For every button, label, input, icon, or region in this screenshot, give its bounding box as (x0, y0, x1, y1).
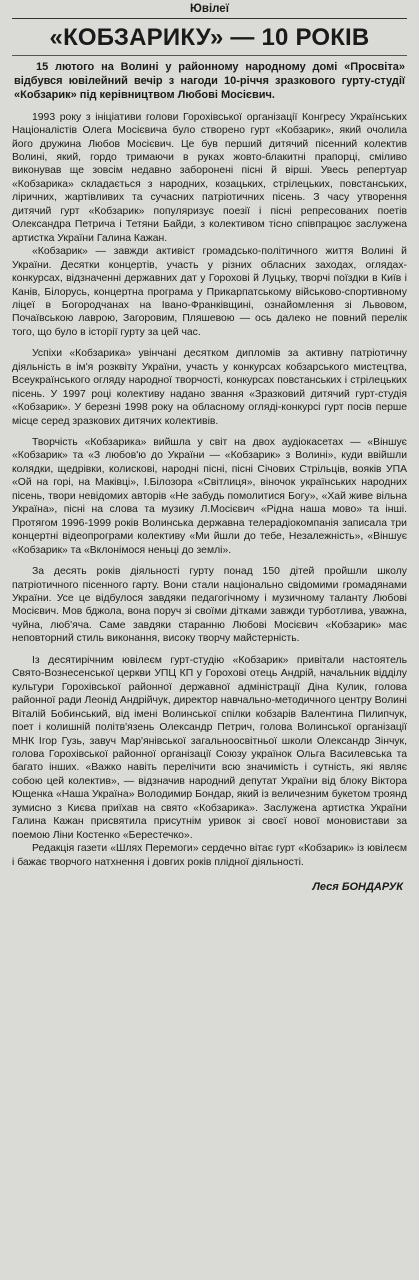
article-paragraph-5: За десять років діяльності гурту понад 150 дітей пройшли школу патріотичного пісенного гарту. Вони стали національно свідомими громадянами України. Усе це відбулося завдяки педагогічному і музичному таланту Любові Мосієвич. Мов бджола, вона поруч зі своїми дітками завжди турботлива, уважна, чуйна, люб'яча. Саме завдяки старанню Любові Мосієвич «Кобзарик» має неповторний стиль виконання, високу творчу майстерність. (12, 566, 407, 645)
article-paragraph-2: «Кобзарик» — завжди активіст громадсько-політичного життя Волині й України. Десятки концертів, участь у різних обласних заходах, оглядах-конкурсах, відзначенні державних дат у Горохові й Луцьку, творчі поїздки в Київ і Канів, Білорусь, концертна програма у Прикарпатському військово-спортивному ліцеї в Богородчанах на Івано-Франківщині, ознайомлення зі Львовом, Почаївською лаврою, Загоровим, Пляшевою — ось далеко не повний перелік того, що було в історії гурту за цей час. (12, 246, 407, 338)
article-paragraph-1: 1993 року з ініціативи голови Горохівської організації Конгресу Українських Націоналістів Олега Мосієвича було створено гурт «Кобзарик», який очолила його дружина Любов Мосієвич. Це був перший дитячий пісенний колектив Волині, який, гордо тримаючи в руках жовто-блакитні прапорці, сміливо виконував ще зовсім недавно заборонені пісні й вірші. Увесь репертуар «Кобзарика» складається з народних, козацьких, стрілецьких, повстанських, ліричних, жартівливих та сучасних патріотичних пісень. З часу утворення дитячий гурт «Кобзарик» популяризує поезії і пісні репресованих поетів Олександра Петрича і Тетяни Байди, з колективом тісно співпрацює заслужена артистка України Галина Кажан. (12, 111, 407, 244)
article-lead: 15 лютого на Волині у районному народному домі «Просвіта» відбувся ювілейний вечір з нагоди 10-річчя зразкового гурту-студії «Кобзарик» під керівництвом Любові Мосієвич. (14, 61, 405, 102)
section-rubric: Ювілеї (190, 3, 229, 15)
author-signature: Леся БОНДАРУК (312, 881, 403, 894)
article-headline: «КОБЗАРИКУ» — 10 РОКІВ (49, 24, 370, 51)
article-paragraph-3: Успіхи «Кобзарика» увінчані десятком дипломів за активну патріотичну діяльність в ім'я розквіту України, участь у конкурсах кобзарського мистецтва, Всеукраїнського огляду народної творчості, конкурсах повстанських і стрілецьких пісень. У 1997 році колективу надано звання «Зразковий дитячий гурт-студія «Кобзарик». У березні 1998 року на обласному огляді-конкурсі гурт посів перше місце серед зразкових дитячих колективів. (12, 348, 407, 427)
article-paragraph-6: Із десятирічним ювілеєм гурт-студію «Кобзарик» привітали настоятель Свято-Вознесенської церкви УПЦ КП у Горохові отець Андрій, начальник відділу культури Горохівської районної державної адміністрації Діна Кулик, голова районної ради Леонід Андрійчук, директор навчально-методичного центру Волині Віталій Бобинський, від імені Волинської спілки кобзарів Валентина Пилипчук, поет і колишній політв'язень Олександр Петрич, голова Волинської організації МНК Ігор Гузь, завуч Мар'янівської загальноосвітньої школи Олександр Зінчук, голова Горохівської районної організації Союзу українок Ольга Василевська та багато інших. «Важко навіть перелічити всю значимість і сутність, які являє собою цей колектив», — відзначив народний депутат України від блоку Віктора Ющенка «Наша Україна» Володимир Бондар, який із величезним букетом троянд зумисно з Києва приїхав на свято «Кобзарика». Заслужена артистка України Галина Кажан присвятила присутнім уривок зі своєї нової моновистави за поемою Ліни Костенко «Берестечко». (12, 654, 407, 841)
headline-divider (12, 55, 407, 56)
top-divider (12, 18, 407, 19)
article-paragraph-4: Творчість «Кобзарика» вийшла у світ на двох аудіокасетах — «Віншує «Кобзарик» та «З любов'ю до України — «Кобзарик» з Волині», куди ввійшли колядки, щедрівки, колискові, народні пісні, пісні Січових Стрільців, вояків УПА «Ой на горі, на Маківці», І.Білозора «Світлиця», віночок українських народних пісень, твори невідомих авторів «Не забудь помолитися Богу», «Хай живе вільна Україна», пісні на слова та музику Л.Мосієвич «Рідна наша мово» та інші. Протягом 1996-1999 років Волинська державна телерадіокомпанія записала три концертні відеопрограми колективу «Ми йшли до тебе, Незалежність», «Віншує «Кобзарик» та «Вклонімося неньці до землі». (12, 437, 407, 556)
article-paragraph-7: Редакція газети «Шлях Перемоги» сердечно вітає гурт «Кобзарик» із ювілеєм і бажає творчого натхнення і довгих років плідної діяльності. (12, 843, 407, 868)
